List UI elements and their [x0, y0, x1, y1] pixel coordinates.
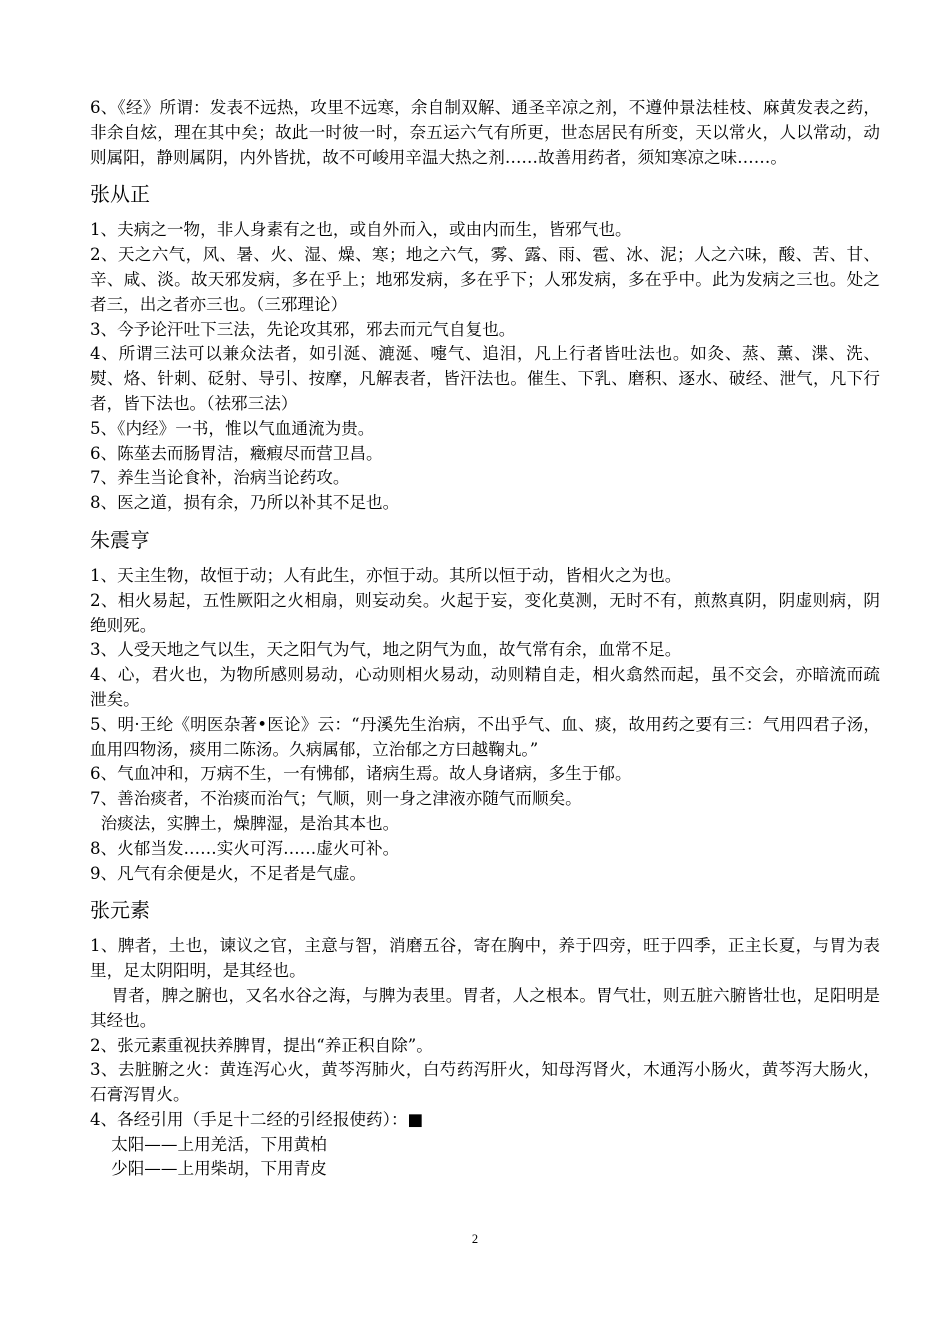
section-paragraph: 4、各经引用（手足十二经的引经报使药）：■ [90, 1109, 424, 1129]
section-paragraph: 治痰法，实脾土，燥脾湿，是治其本也。 [90, 813, 400, 833]
section-paragraph: 1、脾者，土也，谏议之官，主意与智，消磨五谷，寄在胸中，养于四旁，旺于四季，正主长夏，与胃为表里，足太阴阳明，是其经也。 [90, 936, 880, 981]
intro-block [90, 96, 880, 170]
section-paragraph: 3、人受天地之气以生，天之阳气为气，地之阴气为血，故气常有余，血常不足。 [90, 640, 682, 660]
section-paragraph: 7、善治痰者，不治痰而治气；气顺，则一身之津液亦随气而顺矣。 [90, 789, 582, 809]
section-paragraph: 7、养生当论食补，治病当论药攻。 [90, 468, 350, 488]
section-paragraph: 2、相火易起，五性厥阳之火相扇，则妄动矣。火起于妄，变化莫测，无时不有，煎熬真阴，阴虚则病，阴绝则死。 [90, 590, 880, 635]
sections-container [90, 181, 880, 1182]
section [90, 897, 880, 1182]
section-paragraph: 6、陈莝去而肠胃洁，癥瘕尽而营卫昌。 [90, 443, 383, 463]
intro-paragraph: 6、《经》所谓：发表不远热，攻里不远寒，余自制双解、通圣辛凉之剂，不遵仲景法桂枝、麻黄发表之药，非余自炫，理在其中矣；故此一时彼一时，奈五运六气有所更，世态居民有所变，天以常火，人以常动，动则属阳，静则属阴，内外皆扰，故不可峻用辛温大热之剂……故善用药者，须知寒凉之味……。 [90, 98, 880, 167]
section-paragraph: 2、张元素重视扶养脾胃，提出“养正积自除”。 [90, 1035, 433, 1055]
section-paragraph: 4、所谓三法可以兼众法者，如引涎、漉涎、嚏气、追泪，凡上行者皆吐法也。如灸、蒸、薰、渫、洗、熨、烙、针刺、砭射、导引、按摩，凡解表者，皆汗法也。催生、下乳、磨积、逐水、破经、泄气，凡下行者，皆下法也。（祛邪三法） [90, 344, 880, 413]
document-body [90, 96, 880, 1182]
section [90, 181, 880, 516]
section-paragraph: 5、明·王纶《明医杂著•医论》云：“丹溪先生治病，不出乎气、血、痰，故用药之要有三：气用四君子汤，血用四物汤，痰用二陈汤。久病属郁，立治郁之方曰越鞠丸。” [90, 714, 880, 759]
section-paragraph: 2、天之六气，风、暑、火、湿、燥、寒；地之六气，雾、露、雨、雹、冰、泥；人之六味，酸、苦、甘、辛、咸、淡。故天邪发病，多在乎上；地邪发病，多在乎下；人邪发病，多在乎中。此为发病之三也。处之者三，出之者亦三也。（三邪理论） [90, 245, 880, 314]
section-heading: 朱震亨 [90, 527, 150, 552]
section-heading: 张元素 [90, 898, 150, 923]
section-paragraph: 1、天主生物，故恒于动；人有此生，亦恒于动。其所以恒于动，皆相火之为也。 [90, 565, 682, 585]
section-paragraph: 少阳——上用柴胡，下用青皮 [90, 1159, 327, 1179]
section-paragraph: 3、去脏腑之火：黄连泻心火，黄芩泻肺火，白芍药泻肝火，知母泻肾火，木通泻小肠火，黄芩泻大肠火，石膏泻胃火。 [90, 1060, 880, 1105]
section-paragraph: 9、凡气有余便是火，不足者是气虚。 [90, 863, 367, 883]
section-paragraph: 8、火郁当发……实火可泻……虚火可补。 [90, 838, 400, 858]
section-paragraph: 3、今予论汗吐下三法，先论攻其邪，邪去而元气自复也。 [90, 319, 516, 339]
section-paragraph: 1、夫病之一物，非人身素有之也，或自外而入，或由内而生，皆邪气也。 [90, 220, 632, 240]
section-paragraph: 太阳——上用羌活，下用黄柏 [90, 1134, 327, 1154]
section-heading: 张从正 [90, 182, 150, 207]
page-number: 2 [471, 1232, 479, 1246]
section [90, 527, 880, 886]
section-paragraph: 5、《内经》一书，惟以气血通流为贵。 [90, 418, 375, 438]
section-paragraph: 8、医之道，损有余，乃所以补其不足也。 [90, 493, 400, 513]
section-paragraph: 4、心，君火也，为物所感则易动，心动则相火易动，动则精自走，相火翕然而起，虽不交会，亦暗流而疏泄矣。 [90, 665, 880, 709]
section-paragraph: 胃者，脾之腑也，又名水谷之海，与脾为表里。胃者，人之根本。胃气壮，则五脏六腑皆壮也，足阳明是其经也。 [90, 985, 880, 1030]
section-paragraph: 6、气血冲和，万病不生，一有怫郁，诸病生焉。故人身诸病，多生于郁。 [90, 764, 632, 784]
